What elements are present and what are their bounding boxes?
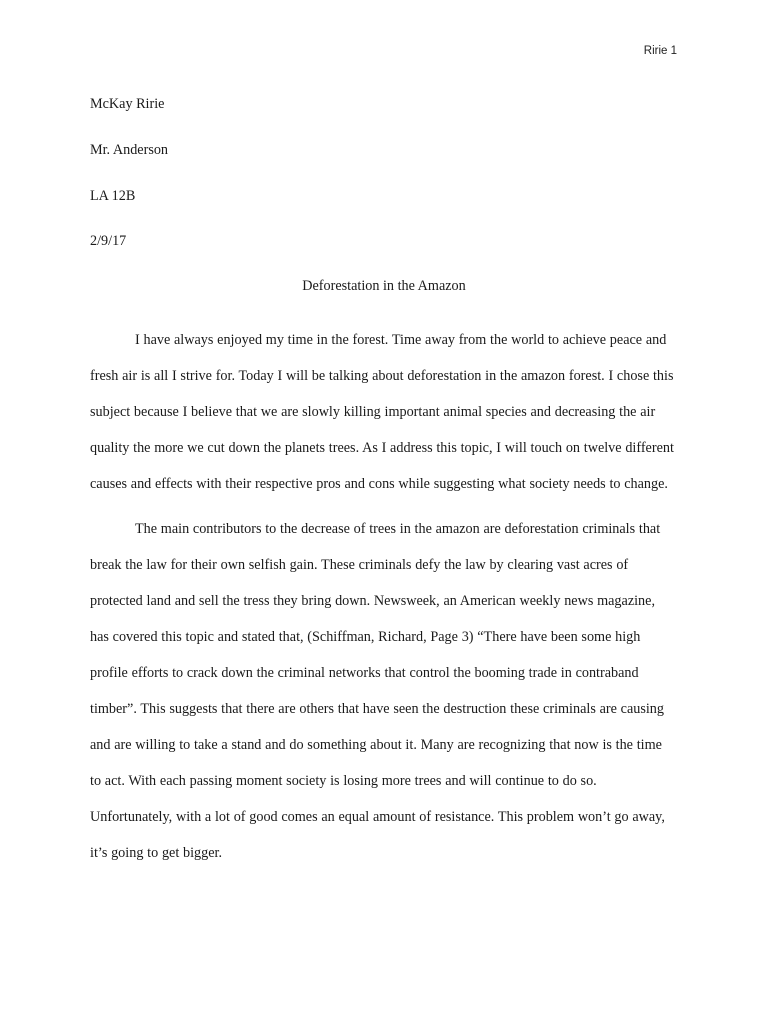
running-head: Ririe 1 xyxy=(643,45,677,57)
student-name: McKay Ririe xyxy=(90,96,165,112)
essay-title: Deforestation in the Amazon xyxy=(302,278,466,294)
course-name: LA 12B xyxy=(90,188,136,204)
paragraph: The main contributors to the decrease of trees in the amazon are deforestation criminals that break the law for their own selfish gain. These criminals defy the law by clearing vast acres of protected land and sell the tress they bring down. Newsweek, an American weekly news magazine, has covered this topic and stated that, (Schiffman, Richard, Page 3) “There have been some high profile efforts to crack down the criminal networks that control the booming trade in contraband timber”. This suggests that there are others that have seen the destruction these criminals are causing and are willing to take a stand and do something about it. Many are recognizing that now is the time to act. With each passing moment society is losing more trees and will continue to do so. Unfortunately, with a lot of good comes an equal amount of resistance. This problem won’t go away, it’s going to get bigger. xyxy=(90,521,665,861)
essay-date: 2/9/17 xyxy=(90,233,127,249)
paragraph: I have always enjoyed my time in the forest. Time away from the world to achieve peace and fresh air is all I strive for. Today I will be talking about deforestation in the amazon forest. I chose this subject because I believe that we are slowly killing important animal species and decreasing the air quality the more we cut down the planets trees. As I address this topic, I will touch on twelve different causes and effects with their respective pros and cons while suggesting what society needs to change. xyxy=(90,332,674,492)
essay-body xyxy=(90,322,674,880)
teacher-name: Mr. Anderson xyxy=(90,142,169,158)
